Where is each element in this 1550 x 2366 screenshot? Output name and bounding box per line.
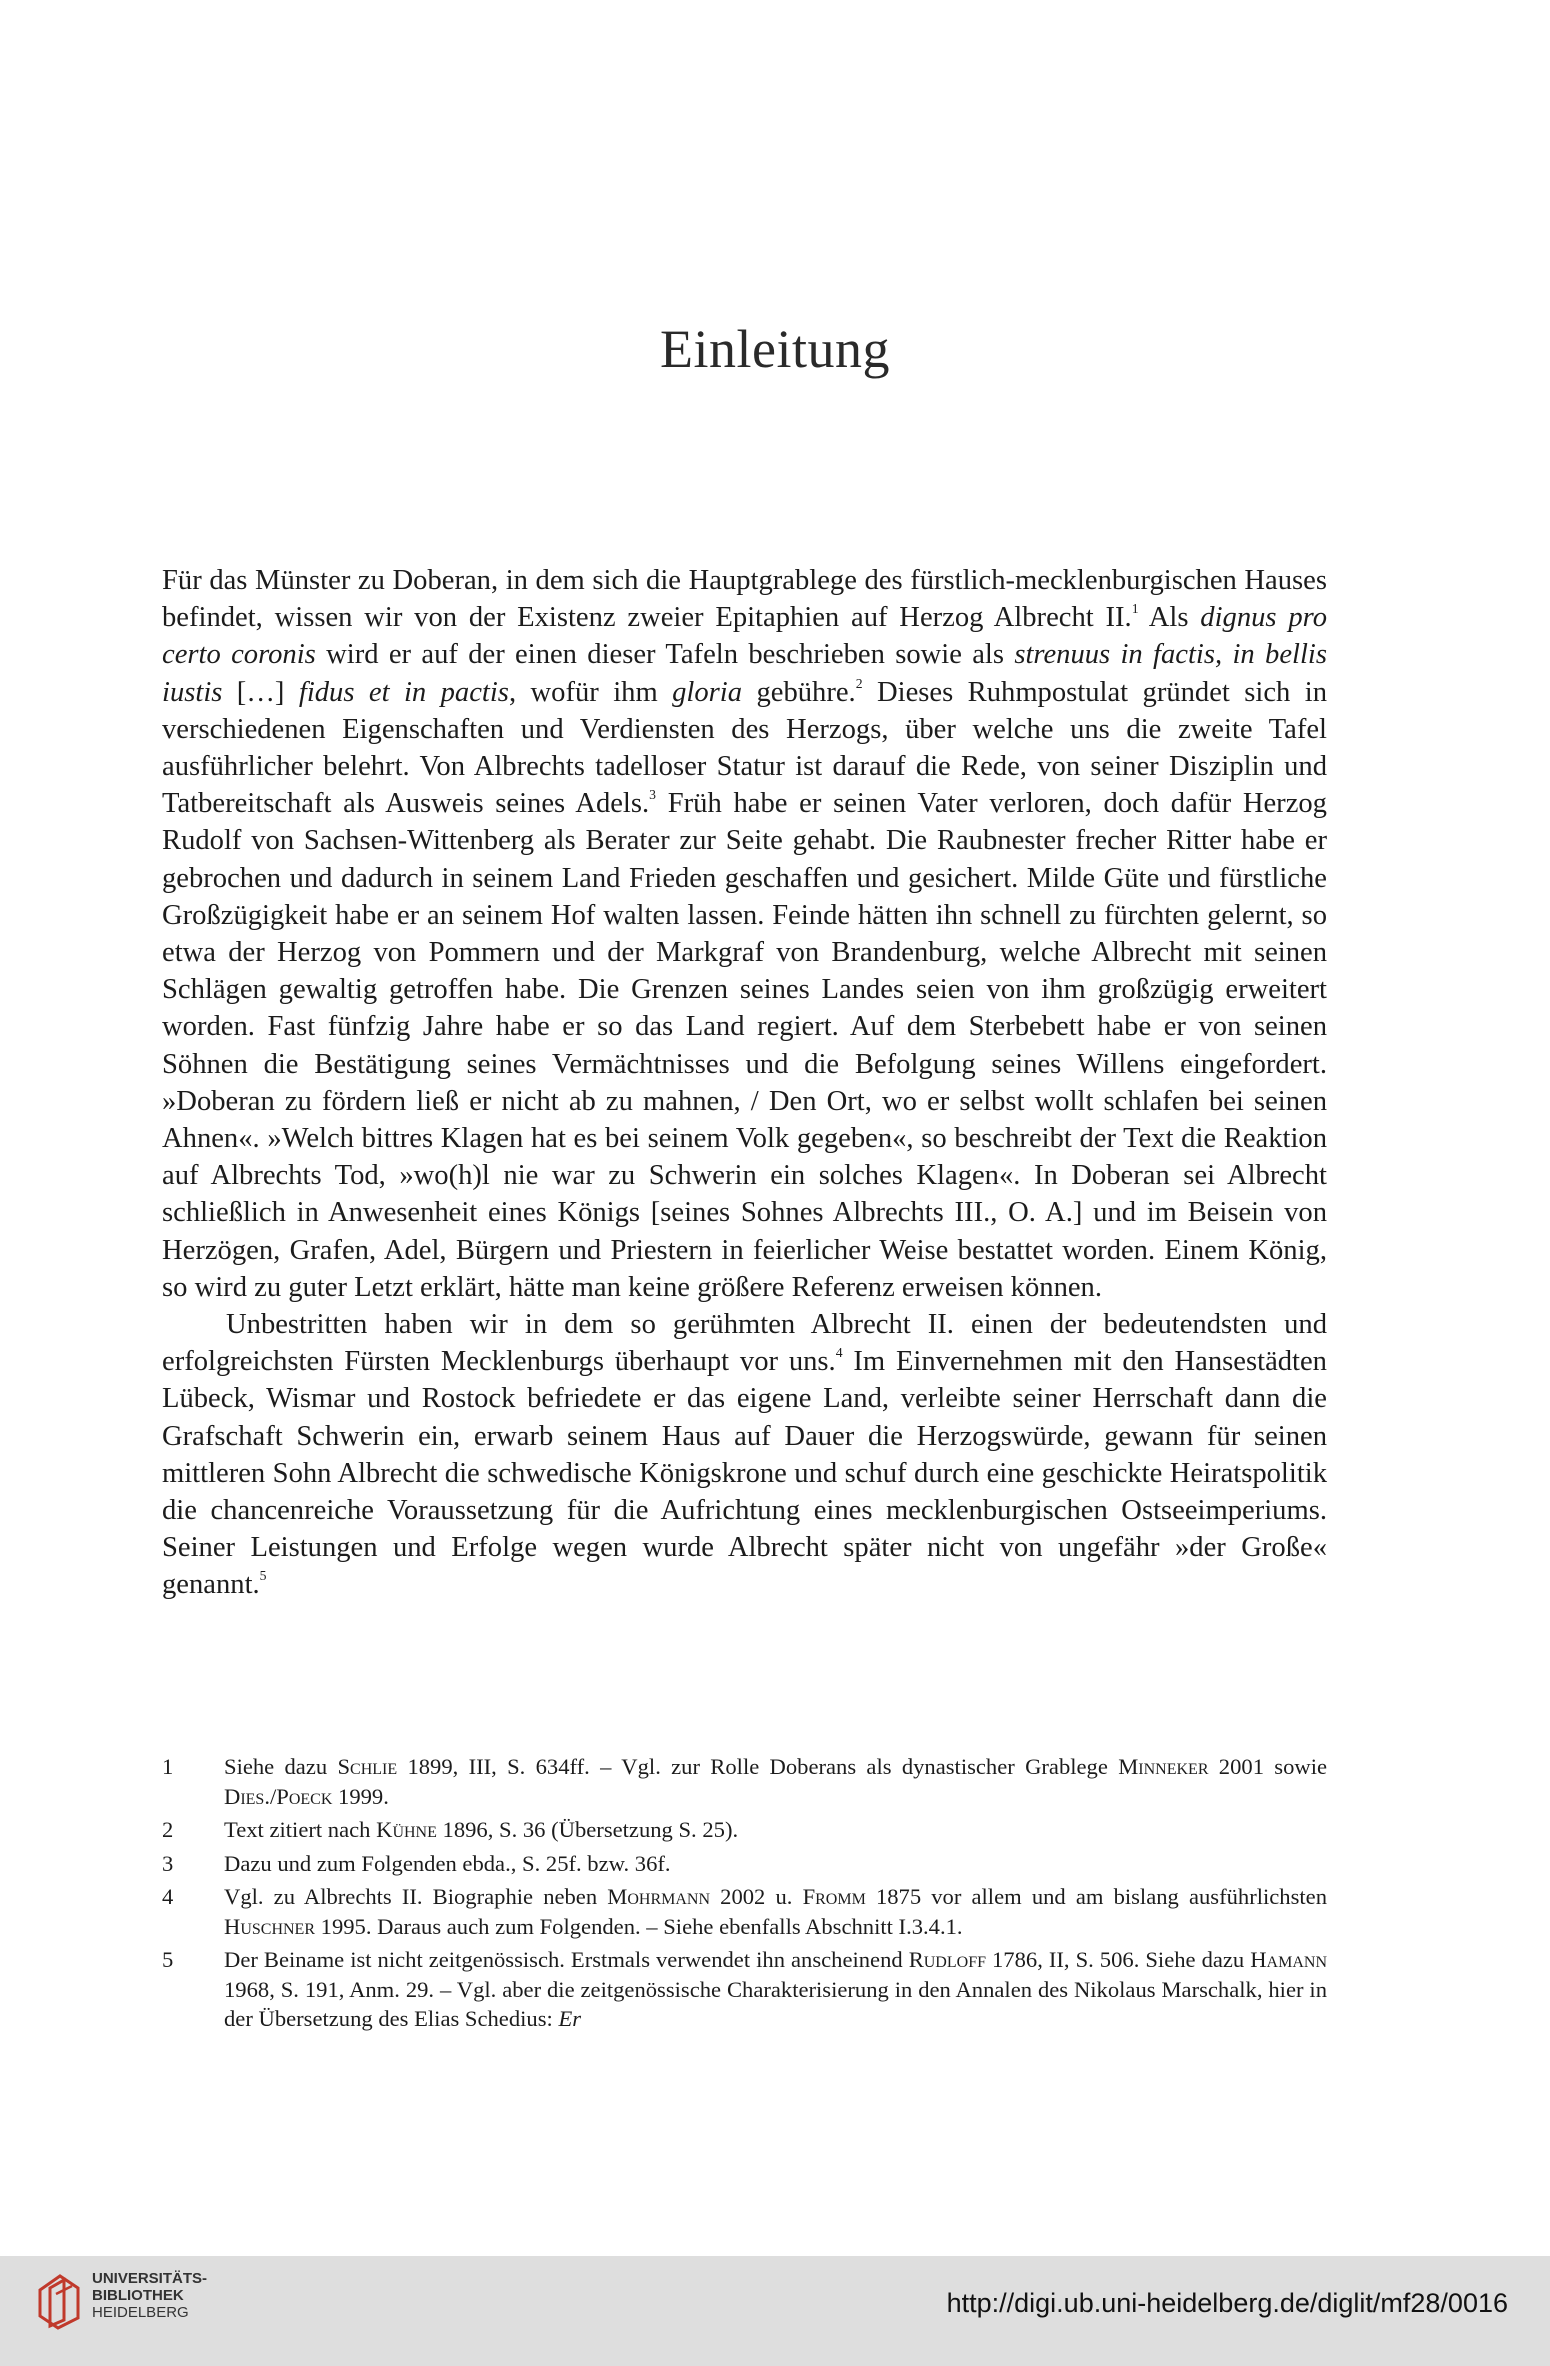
author-name: Hamann (1250, 1947, 1327, 1972)
italic-phrase: strenuus in factis, in bellis iustis (162, 639, 1327, 708)
italic-phrase: Er (558, 2006, 582, 2031)
text-run: Für das Münster zu Doberan, in dem sich die Hauptgrablege des fürstlich-mecklenburgischen Hauses befindet, wissen wir von der Existenz zweier Epitaphien auf Herzog Albrecht II. (162, 565, 1327, 634)
footnote-number: 5 (162, 1947, 174, 1972)
text-run: Dazu und zum Folgenden ebda., S. 25f. bzw. 36f. (224, 1850, 671, 1876)
footnote (162, 1849, 1327, 1879)
text-run: / (269, 1783, 277, 1809)
footnote-number: 3 (162, 1850, 174, 1876)
author-name: Minneker (1118, 1754, 1209, 1779)
library-logo-icon (34, 2268, 84, 2330)
footnote-ref: 4 (835, 1345, 843, 1361)
text-run: 1875 vor allem und am bislang ausführlichsten (865, 1884, 1327, 1909)
italic-phrase: dignus pro certo coronis (162, 602, 1327, 671)
text-run: 1786, II, S. 506. Siehe dazu (986, 1947, 1251, 1972)
author-name: Mohrmann (607, 1884, 711, 1909)
text-run: Text zitiert nach (224, 1817, 377, 1842)
footnote-number: 1 (162, 1754, 174, 1779)
footnote (162, 1882, 1327, 1941)
body-text (162, 562, 1327, 1604)
logo-line: BIBLIOTHEK (92, 2287, 184, 2304)
text-run: 1999. (332, 1783, 389, 1809)
footnote-ref: 5 (259, 1568, 267, 1584)
footnote (162, 1815, 1327, 1845)
text-run: Der Beiname ist nicht zeitgenössisch. Erstmals verwendet ihn anscheinend (224, 1947, 909, 1972)
text-run: 2001 sowie (1208, 1754, 1328, 1779)
footnote-ref: 1 (1131, 601, 1139, 617)
text-run: Als (1138, 602, 1201, 634)
text-run: Unbestritten haben wir in dem so gerühmten Albrecht II. einen der bedeutendsten und erfolgreichsten Fürsten Mecklenburgs überhaupt vor uns. (162, 1309, 1327, 1378)
footnote-ref: 3 (649, 787, 657, 803)
text-run: 2002 u. (710, 1884, 803, 1909)
library-logo-text (92, 2270, 207, 2321)
text-run: Früh habe er seinen Vater verloren, doch dafür Herzog Rudolf von Sachsen-Wittenberg als Berater zur Seite gehabt. Die Raubnester frecher Ritter habe er gebrochen und dadurch in seinem Land Frieden geschaffen und gesichert. Milde Güte und fürstliche Großzügigkeit habe er an seinem Hof walten lassen. Feinde hätten ihn schnell zu fürchten gelernt, so etwa der Herzog von Pommern und der Markgraf von Brandenburg, welche Albrecht mit seinen Schlägen gewaltig getroffen habe. Die Grenzen seines Landes seien von ihm großzügig erweitert worden. Fast fünfzig Jahre habe er so das Land regiert. Auf dem Sterbebett habe er von seinen Söhnen die Bestätigung seines Vermächtnisses und die Befolgung seines Willens eingefordert. »Doberan zu fördern ließ er nicht ab zu mahnen, / Den Ort, wo er selbst wollt schlafen bei seinen Ahnen«. »Welch bittres Klagen hat es bei seinem Volk gegeben«, so beschreibt der Text die Reaktion auf Albrechts Tod, »wo(h)l nie war zu Schwerin ein solches Klagen«. In Doberan sei Albrecht schließlich in Anwesenheit eines Königs [seines Sohnes Albrechts III., O. A.] und im Beisein von Herzögen, Grafen, Adel, Bürgern und Priestern in feierlicher Weise bestattet worden. Einem König, so wird zu guter Letzt erklärt, hätte man keine größere Referenz erweisen können. (162, 788, 1327, 1303)
author-name: Huschner (224, 1913, 315, 1939)
footnote (162, 1945, 1327, 2034)
author-name: Fromm (802, 1884, 866, 1909)
text-run: gebühre. (742, 676, 856, 708)
source-url[interactable]: http://digi.ub.uni-heidelberg.de/diglit/mf28/0016 (946, 2288, 1508, 2318)
author-name: Dies. (224, 1783, 270, 1809)
text-run: Dieses Ruhmpostulat gründet sich in verschiedenen Eigenschaften und Verdiensten des Herzogs, über welche uns die zweite Tafel ausführlicher belehrt. Von Albrechts tadelloser Statur ist darauf die Rede, von seiner Disziplin und Tatbereitschaft als Ausweis seines Adels. (162, 676, 1328, 820)
footnote-text (224, 1752, 1327, 1811)
footnote-text (224, 1882, 1327, 1941)
logo-line: UNIVERSITÄTS- (92, 2270, 208, 2287)
footnotes (162, 1752, 1327, 2038)
italic-phrase: fidus et in pactis (298, 676, 509, 708)
text-run: Im Einvernehmen mit den Hansestädten Lübeck, Wismar und Rostock befriedete er das eigene Land, verleibte seiner Herrschaft dann die Grafschaft Schwerin ein, erwarb seinem Haus auf Dauer die Herzogswürde, gewann für seinen mittleren Sohn Albrecht die schwedische Königskrone und schuf durch eine geschickte Heiratspolitik die chancenreiche Voraussetzung für die Aufrichtung eines mecklenburgischen Ostseeimperiums. Seiner Leistungen und Erfolge wegen wurde Albrecht später nicht von ungefähr »der Große« genannt. (162, 1346, 1327, 1601)
logo-line: HEIDELBERG (92, 2304, 189, 2321)
footnote-ref: 2 (855, 675, 863, 691)
paragraph (162, 1306, 1327, 1604)
text-run: 1899, III, S. 634ff. – Vgl. zur Rolle Doberans als dynastischer Grablege (397, 1754, 1119, 1779)
text-run: , wofür ihm (508, 676, 673, 708)
text-run: Siehe dazu (224, 1754, 338, 1779)
author-name: Rudloff (908, 1947, 986, 1972)
footnote (162, 1752, 1327, 1811)
page-title: Einleitung (660, 319, 890, 379)
text-run: […] (222, 676, 299, 708)
text-run: 1968, S. 191, Anm. 29. – Vgl. aber die zeitgenössische Charakterisierung in den Annalen des Nikolaus Marschalk, hier in der Übersetzung des Elias Schedius: (224, 1976, 1327, 2031)
footnote-number: 4 (162, 1884, 174, 1909)
footnote-text (224, 1945, 1327, 2034)
footer-bar (0, 2256, 1550, 2366)
paragraph (162, 562, 1327, 1306)
author-name: Kühne (376, 1817, 437, 1842)
text-run: 1896, S. 36 (Übersetzung S. 25). (436, 1817, 739, 1842)
author-name: Poeck (276, 1783, 333, 1809)
footnote-text (224, 1849, 1327, 1879)
author-name: Schlie (337, 1754, 398, 1779)
text-run: wird er auf der einen dieser Tafeln beschrieben sowie als (315, 639, 1015, 671)
text-run: Vgl. zu Albrechts II. Biographie neben (224, 1884, 608, 1909)
italic-phrase: gloria (672, 676, 743, 708)
text-run: 1995. Daraus auch zum Folgenden. – Siehe ebenfalls Abschnitt I.3.4.1. (315, 1913, 963, 1939)
footnote-text (224, 1815, 1327, 1845)
footnote-number: 2 (162, 1817, 174, 1842)
